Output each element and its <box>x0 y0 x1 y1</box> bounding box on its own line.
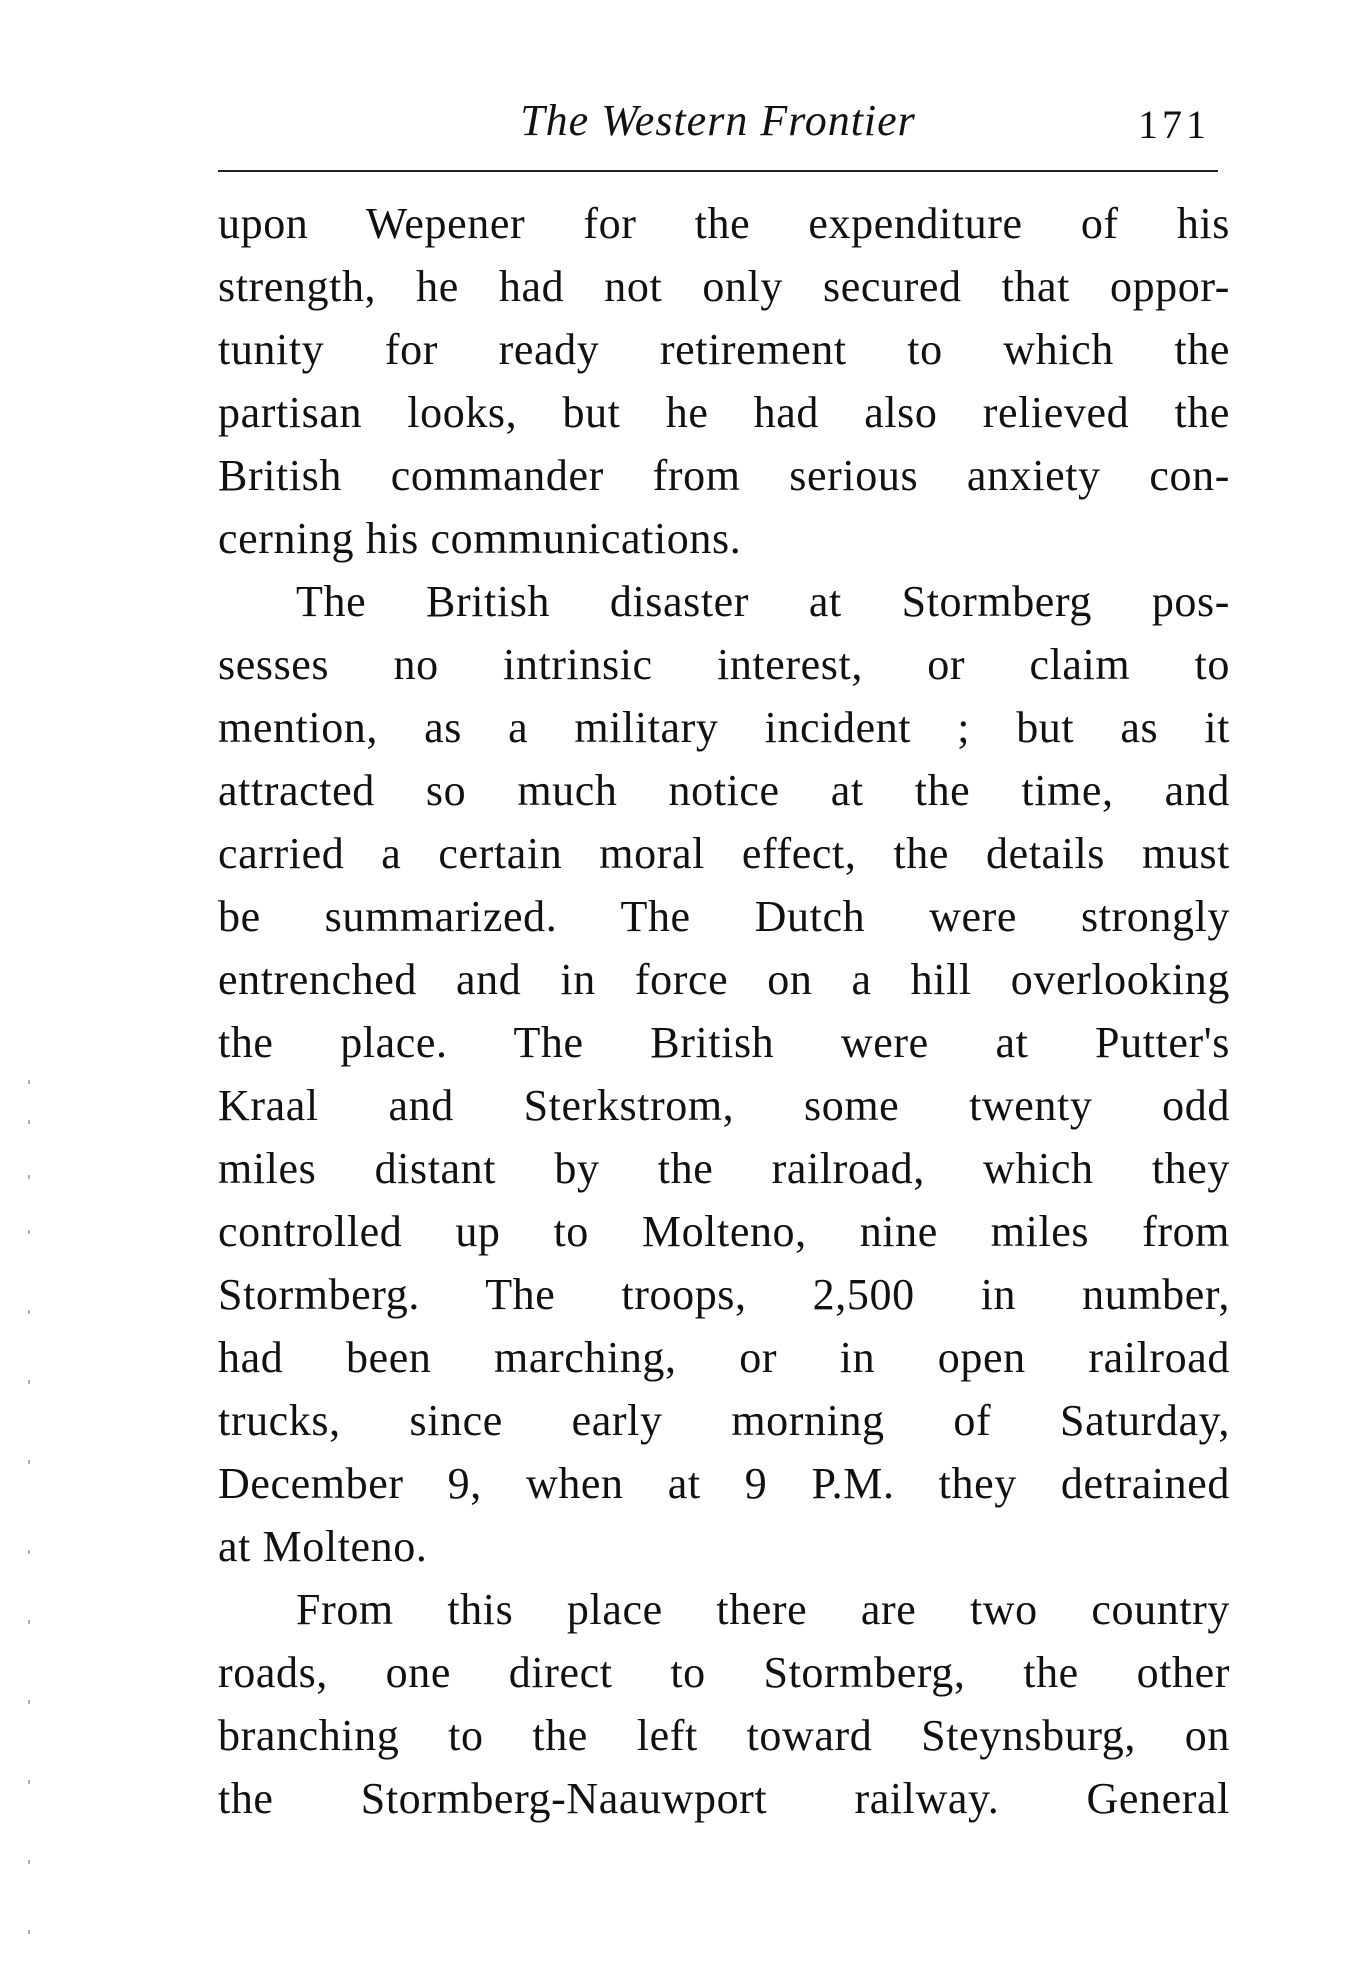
text-line: entrenched and in force on a hill overlooking <box>218 955 1230 1004</box>
text-line: The British disaster at Stormberg pos- <box>296 577 1230 626</box>
speck <box>28 1550 30 1554</box>
text-line: be summarized. The Dutch were strongly <box>218 892 1230 941</box>
speck <box>28 1230 30 1234</box>
text-line: the place. The British were at Putter's <box>218 1018 1230 1067</box>
text-line: controlled up to Molteno, nine miles from <box>218 1207 1230 1256</box>
speck <box>28 1310 30 1314</box>
text-line: roads, one direct to Stormberg, the other <box>218 1648 1230 1697</box>
running-title: The Western Frontier <box>520 96 916 145</box>
paragraph <box>218 1578 1230 1830</box>
text-line: Stormberg. The troops, 2,500 in number, <box>218 1270 1230 1319</box>
text-line: British commander from serious anxiety con- <box>218 451 1230 500</box>
text-line: partisan looks, but he had also relieved the <box>218 388 1230 437</box>
header-rule <box>218 170 1218 172</box>
speck <box>28 1175 30 1179</box>
text-line: mention, as a military incident ; but as it <box>218 703 1230 752</box>
text-line: had been marching, or in open railroad <box>218 1333 1230 1382</box>
speck <box>28 1780 30 1784</box>
margin-speckles <box>24 1080 36 1940</box>
speck <box>28 1380 30 1384</box>
speck <box>28 1700 30 1704</box>
page-number: 171 <box>1138 102 1210 147</box>
speck <box>28 1460 30 1464</box>
speck <box>28 1860 30 1864</box>
body-text <box>218 192 1230 1830</box>
running-head <box>218 96 1218 156</box>
text-line: at Molteno. <box>218 1522 428 1571</box>
text-line: branching to the left toward Steynsburg, on <box>218 1711 1230 1760</box>
paragraph <box>218 570 1230 1578</box>
speck <box>28 1930 30 1934</box>
text-line: strength, he had not only secured that oppor- <box>218 262 1230 311</box>
text-line: From this place there are two country <box>296 1585 1230 1634</box>
text-line: December 9, when at 9 P.M. they detrained <box>218 1459 1230 1508</box>
speck <box>28 1120 30 1124</box>
text-line: cerning his communications. <box>218 514 742 563</box>
text-line: sesses no intrinsic interest, or claim to <box>218 640 1230 689</box>
speck <box>28 1620 30 1624</box>
text-line: the Stormberg-Naauwport railway. General <box>218 1774 1230 1823</box>
text-line: carried a certain moral effect, the details must <box>218 829 1230 878</box>
speck <box>28 1080 30 1084</box>
text-line: attracted so much notice at the time, and <box>218 766 1230 815</box>
text-line: miles distant by the railroad, which they <box>218 1144 1230 1193</box>
text-line: tunity for ready retirement to which the <box>218 325 1230 374</box>
text-line: Kraal and Sterkstrom, some twenty odd <box>218 1081 1230 1130</box>
paragraph <box>218 192 1230 570</box>
text-line: trucks, since early morning of Saturday, <box>218 1396 1230 1445</box>
text-line: upon Wepener for the expenditure of his <box>218 199 1230 248</box>
